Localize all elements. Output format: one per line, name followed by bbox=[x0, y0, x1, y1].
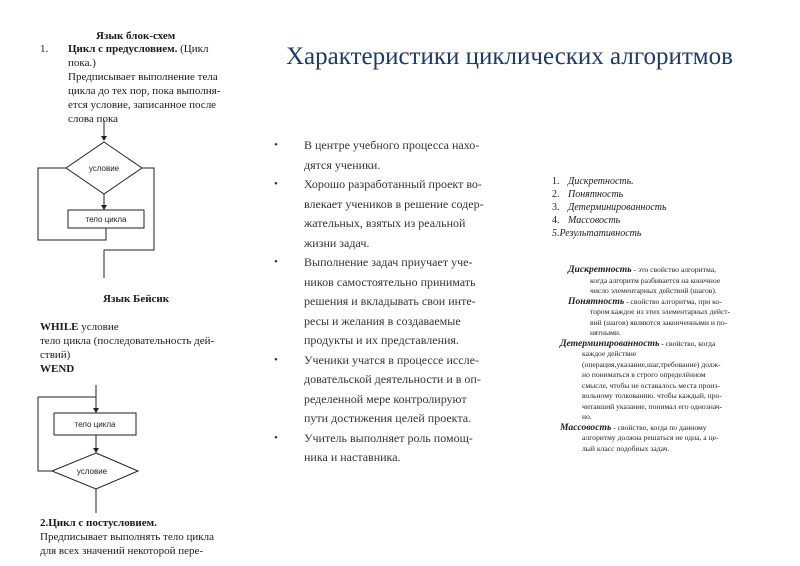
bullet-item bbox=[274, 429, 514, 468]
item1-desc-1: цикла до тех пор, пока выполня- bbox=[68, 85, 221, 97]
property-num: 1. bbox=[552, 176, 560, 187]
property-text: Массовость bbox=[568, 215, 621, 226]
property-text: Дискретность. bbox=[568, 176, 634, 187]
properties-list bbox=[552, 175, 667, 240]
definitions-block bbox=[560, 265, 795, 454]
bullet-0-line-0: В центре учебного процесса нахо- bbox=[304, 138, 480, 152]
bullet-item bbox=[274, 253, 514, 351]
definition-discreteness bbox=[560, 265, 795, 297]
definition-term: Понятность bbox=[568, 295, 625, 307]
definition-line: вольному толкованию. чтобы каждый, про- bbox=[582, 391, 722, 400]
item1-desc-3: слова пока bbox=[68, 113, 118, 125]
bullet-2-line-3: ресы и желания в создаваемые bbox=[304, 313, 461, 328]
entry-arrowhead bbox=[101, 136, 107, 141]
bullet-4-line-0: Учитель выполняет роль помощ- bbox=[304, 430, 473, 445]
item2-title: 2.Цикл с постусловием. bbox=[40, 517, 157, 529]
definition-line: вий (шагов) являются законченными и по- bbox=[590, 317, 728, 327]
wend-keyword: WEND bbox=[40, 363, 75, 375]
bullet-item bbox=[274, 136, 514, 175]
bullet-2-line-0: Выполнение задач приучает уче- bbox=[304, 255, 473, 269]
item1-desc-0: Предписывает выполнение тела bbox=[68, 71, 218, 83]
while-keyword: WHILE bbox=[40, 321, 79, 333]
property-item bbox=[552, 227, 667, 240]
item1-title: Цикл с предусловием. bbox=[68, 43, 178, 55]
property-num: 3. bbox=[552, 202, 560, 213]
bullet-2-line-2: решения и вкладывать свои инте- bbox=[304, 294, 476, 308]
definition-clarity bbox=[560, 297, 795, 339]
bullet-3-line-0: Ученики учатся в процессе иссле- bbox=[304, 352, 479, 367]
definition-line: лый класс подобных задач. bbox=[582, 443, 670, 453]
definition-term: Дискретность bbox=[568, 264, 632, 275]
loop-body-line-1: ствий) bbox=[40, 349, 71, 361]
definition-line: алгоритму должна решаться не одна, а це- bbox=[582, 433, 719, 442]
bullet-3-line-2: ределенной мере контролируют bbox=[304, 391, 467, 406]
bullet-dot: • bbox=[274, 139, 278, 151]
bullet-dot: • bbox=[274, 353, 278, 366]
loop-body-line-0: тело цикла (последовательность дей- bbox=[40, 335, 215, 347]
to-condition-arrowhead bbox=[93, 448, 99, 453]
diagram2-condition-label: условие bbox=[76, 467, 108, 476]
basic-title: Язык Бейсик bbox=[103, 293, 170, 305]
definition-line: но пониматься в строго определённом bbox=[582, 370, 706, 379]
item1-desc-2: ется условие, записанное после bbox=[68, 99, 217, 111]
definition-determinism bbox=[560, 339, 795, 423]
diagram2-body-label: тело цикла bbox=[74, 420, 116, 429]
while-condition: условие bbox=[78, 321, 119, 333]
to-body-arrowhead bbox=[101, 205, 107, 210]
bullet-1-line-2: жательных, взятых из реальной bbox=[304, 216, 466, 230]
definition-line: нятными. bbox=[590, 328, 621, 337]
bullet-3-line-3: пути достижения целей проекта. bbox=[304, 411, 472, 425]
item1-heading bbox=[68, 42, 238, 126]
item1-number: 1. bbox=[40, 43, 49, 55]
property-item bbox=[552, 188, 667, 201]
property-item bbox=[552, 175, 667, 188]
bullet-item bbox=[274, 175, 514, 253]
property-item bbox=[552, 214, 667, 227]
definition-term: Массовость bbox=[560, 421, 612, 433]
definition-line: - свойство, когда по данному bbox=[611, 422, 707, 432]
diagram1-condition-label: условие bbox=[88, 164, 120, 173]
definition-line: - это свойство алгоритма, bbox=[631, 265, 716, 274]
property-num: 4. bbox=[552, 215, 560, 226]
entry-arrowhead-2 bbox=[93, 408, 99, 413]
bullet-list bbox=[274, 136, 514, 468]
definition-line: читавший указание, понимал его однознач- bbox=[582, 401, 723, 411]
definition-line: когда алгоритм разбивается на конечное bbox=[590, 275, 721, 285]
property-text: 5.Результативность bbox=[552, 228, 642, 239]
bullet-0-line-1: дятся ученики. bbox=[304, 157, 381, 172]
bullet-3-line-1: довательской деятельности и в оп- bbox=[304, 372, 481, 386]
bullet-dot: • bbox=[274, 256, 278, 268]
definition-line: число элементарных действий (шагов). bbox=[590, 286, 717, 295]
definition-line: тором каждое из этих элементарных дейст- bbox=[590, 307, 731, 316]
definition-massiveness bbox=[560, 423, 795, 455]
definition-term: Детерминированность bbox=[560, 337, 660, 349]
bullet-2-line-4: продукты и их представления. bbox=[304, 333, 459, 347]
item1-line2: пока.) bbox=[68, 57, 96, 69]
definition-line: смысле, чтобы не оставалось места произ- bbox=[582, 380, 720, 390]
bullet-2-line-1: ников самостоятельно принимать bbox=[304, 274, 476, 289]
definition-line: - свойство, когда bbox=[659, 338, 716, 348]
bullet-dot: • bbox=[274, 431, 278, 444]
page-title: Характеристики циклических алгоритмов bbox=[286, 43, 733, 70]
bullet-1-line-3: жизни задач. bbox=[304, 235, 370, 250]
diagram1-body-label: тело цикла bbox=[85, 215, 127, 224]
property-item bbox=[552, 201, 667, 214]
bullet-item bbox=[274, 351, 514, 429]
item1-suffix: (Цикл bbox=[177, 43, 209, 55]
item2-desc-1: для всех значений некоторой пере- bbox=[40, 545, 204, 557]
bullet-1-line-1: влекает учеников в решение содер- bbox=[304, 196, 484, 211]
bullet-1-line-0: Хорошо разработанный проект во- bbox=[304, 177, 482, 191]
blockchart-title: Язык блок-схем bbox=[96, 30, 176, 42]
definition-line: - свойство алгоритма, при ко- bbox=[624, 296, 722, 306]
postcondition-loop-diagram bbox=[30, 385, 190, 515]
item2-block bbox=[40, 516, 240, 558]
definition-line: каждое действие bbox=[582, 349, 637, 358]
item2-desc-0: Предписывает выполнять тело цикла bbox=[40, 531, 214, 543]
precondition-loop-diagram bbox=[30, 120, 190, 280]
property-num: 2. bbox=[552, 189, 560, 200]
definition-line: (операция,указание,шаг,требование) долж- bbox=[582, 359, 721, 369]
definition-line: но. bbox=[582, 412, 592, 421]
bullet-dot: • bbox=[274, 178, 278, 190]
bullet-4-line-1: ника и наставника. bbox=[304, 450, 401, 464]
property-text: Понятность bbox=[568, 189, 624, 200]
property-text: Детерминированность bbox=[568, 202, 667, 213]
basic-code bbox=[40, 320, 240, 376]
